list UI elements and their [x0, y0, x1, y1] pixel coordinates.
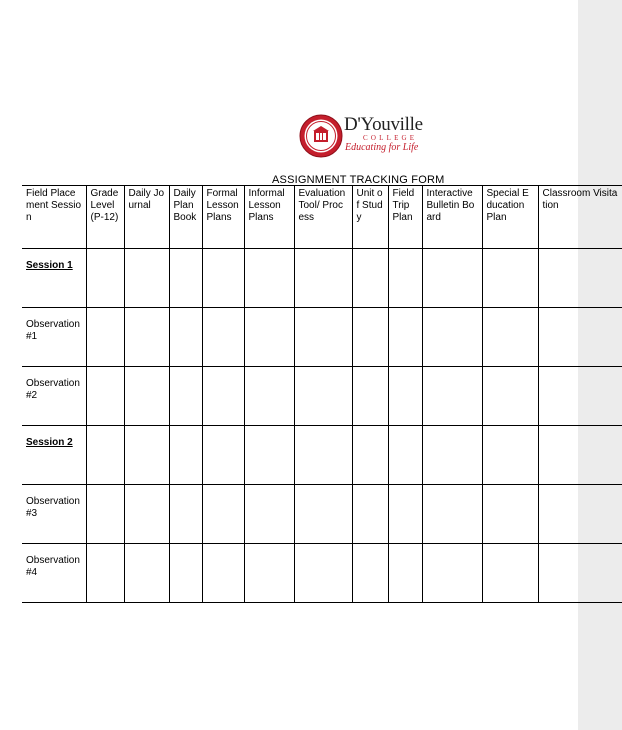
column-header: Grade Level (P-12) [86, 186, 124, 249]
table-cell [352, 426, 388, 485]
table-cell [388, 367, 422, 426]
table-cell [86, 249, 124, 308]
table-cell [244, 485, 294, 544]
table-cell [388, 426, 422, 485]
table-cell [124, 367, 169, 426]
table-cell [124, 426, 169, 485]
table-cell [169, 308, 202, 367]
table-cell [352, 367, 388, 426]
table-cell [86, 367, 124, 426]
table-cell [538, 249, 622, 308]
table-cell [482, 544, 538, 603]
table-cell [169, 485, 202, 544]
table-cell [202, 426, 244, 485]
row-label: Observation #1 [22, 308, 86, 367]
row-label: Observation #4 [22, 544, 86, 603]
form-title: ASSIGNMENT TRACKING FORM [272, 174, 445, 186]
row-label: Observation #3 [22, 485, 86, 544]
column-header: Field Trip Plan [388, 186, 422, 249]
table-cell [124, 308, 169, 367]
row-label: Session 2 [22, 426, 86, 485]
table-cell [169, 367, 202, 426]
table-cell [422, 485, 482, 544]
table-cell [352, 544, 388, 603]
table-cell [482, 308, 538, 367]
table-cell [202, 308, 244, 367]
table-row [22, 426, 622, 485]
table-cell [294, 249, 352, 308]
table-row [22, 485, 622, 544]
table-cell [482, 426, 538, 485]
column-header: Special Education Plan [482, 186, 538, 249]
table-cell [352, 485, 388, 544]
college-seal-icon [299, 114, 343, 158]
table-cell [202, 485, 244, 544]
table-cell [482, 367, 538, 426]
table-cell [169, 249, 202, 308]
table-cell [388, 249, 422, 308]
table-cell [538, 426, 622, 485]
table-body [22, 249, 622, 603]
table-cell [352, 308, 388, 367]
logo-motto: Educating for Life [345, 142, 419, 153]
table-cell [422, 249, 482, 308]
table-cell [86, 426, 124, 485]
college-logo [299, 112, 424, 160]
table-cell [294, 485, 352, 544]
table-cell [294, 367, 352, 426]
table-cell [538, 485, 622, 544]
table-cell [294, 308, 352, 367]
table-cell [244, 426, 294, 485]
table-cell [422, 308, 482, 367]
table-cell [124, 544, 169, 603]
assignment-tracking-table [22, 185, 622, 603]
column-header: Informal Lesson Plans [244, 186, 294, 249]
table-cell [86, 308, 124, 367]
table-row [22, 367, 622, 426]
logo-college-label: COLLEGE [363, 134, 418, 142]
table-row [22, 308, 622, 367]
table-cell [538, 544, 622, 603]
table-cell [124, 249, 169, 308]
table-cell [482, 249, 538, 308]
table-cell [86, 544, 124, 603]
logo-name: D'Youville [344, 114, 423, 135]
table-cell [169, 426, 202, 485]
column-header: Evaluation Tool/ Process [294, 186, 352, 249]
table-cell [388, 485, 422, 544]
column-header: Daily Journal [124, 186, 169, 249]
table-row [22, 544, 622, 603]
table-header-row [22, 186, 622, 249]
table-cell [202, 249, 244, 308]
column-header: Classroom Visitation [538, 186, 622, 249]
table-cell [124, 485, 169, 544]
row-label: Observation #2 [22, 367, 86, 426]
table-cell [244, 544, 294, 603]
table-cell [86, 485, 124, 544]
table-cell [244, 249, 294, 308]
table-cell [482, 485, 538, 544]
table-cell [294, 426, 352, 485]
table-cell [422, 544, 482, 603]
table-cell [352, 249, 388, 308]
column-header: Unit of Study [352, 186, 388, 249]
table-cell [244, 367, 294, 426]
table-cell [538, 367, 622, 426]
table-cell [202, 367, 244, 426]
column-header: Daily Plan Book [169, 186, 202, 249]
table-row [22, 249, 622, 308]
column-header: Formal Lesson Plans [202, 186, 244, 249]
table-cell [169, 544, 202, 603]
table-cell [388, 544, 422, 603]
table-cell [422, 367, 482, 426]
column-header: Field Placement Session [22, 186, 86, 249]
table-cell [202, 544, 244, 603]
table-cell [538, 308, 622, 367]
table-cell [294, 544, 352, 603]
row-label: Session 1 [22, 249, 86, 308]
table-cell [422, 426, 482, 485]
table-cell [388, 308, 422, 367]
column-header: Interactive Bulletin Board [422, 186, 482, 249]
table-cell [244, 308, 294, 367]
